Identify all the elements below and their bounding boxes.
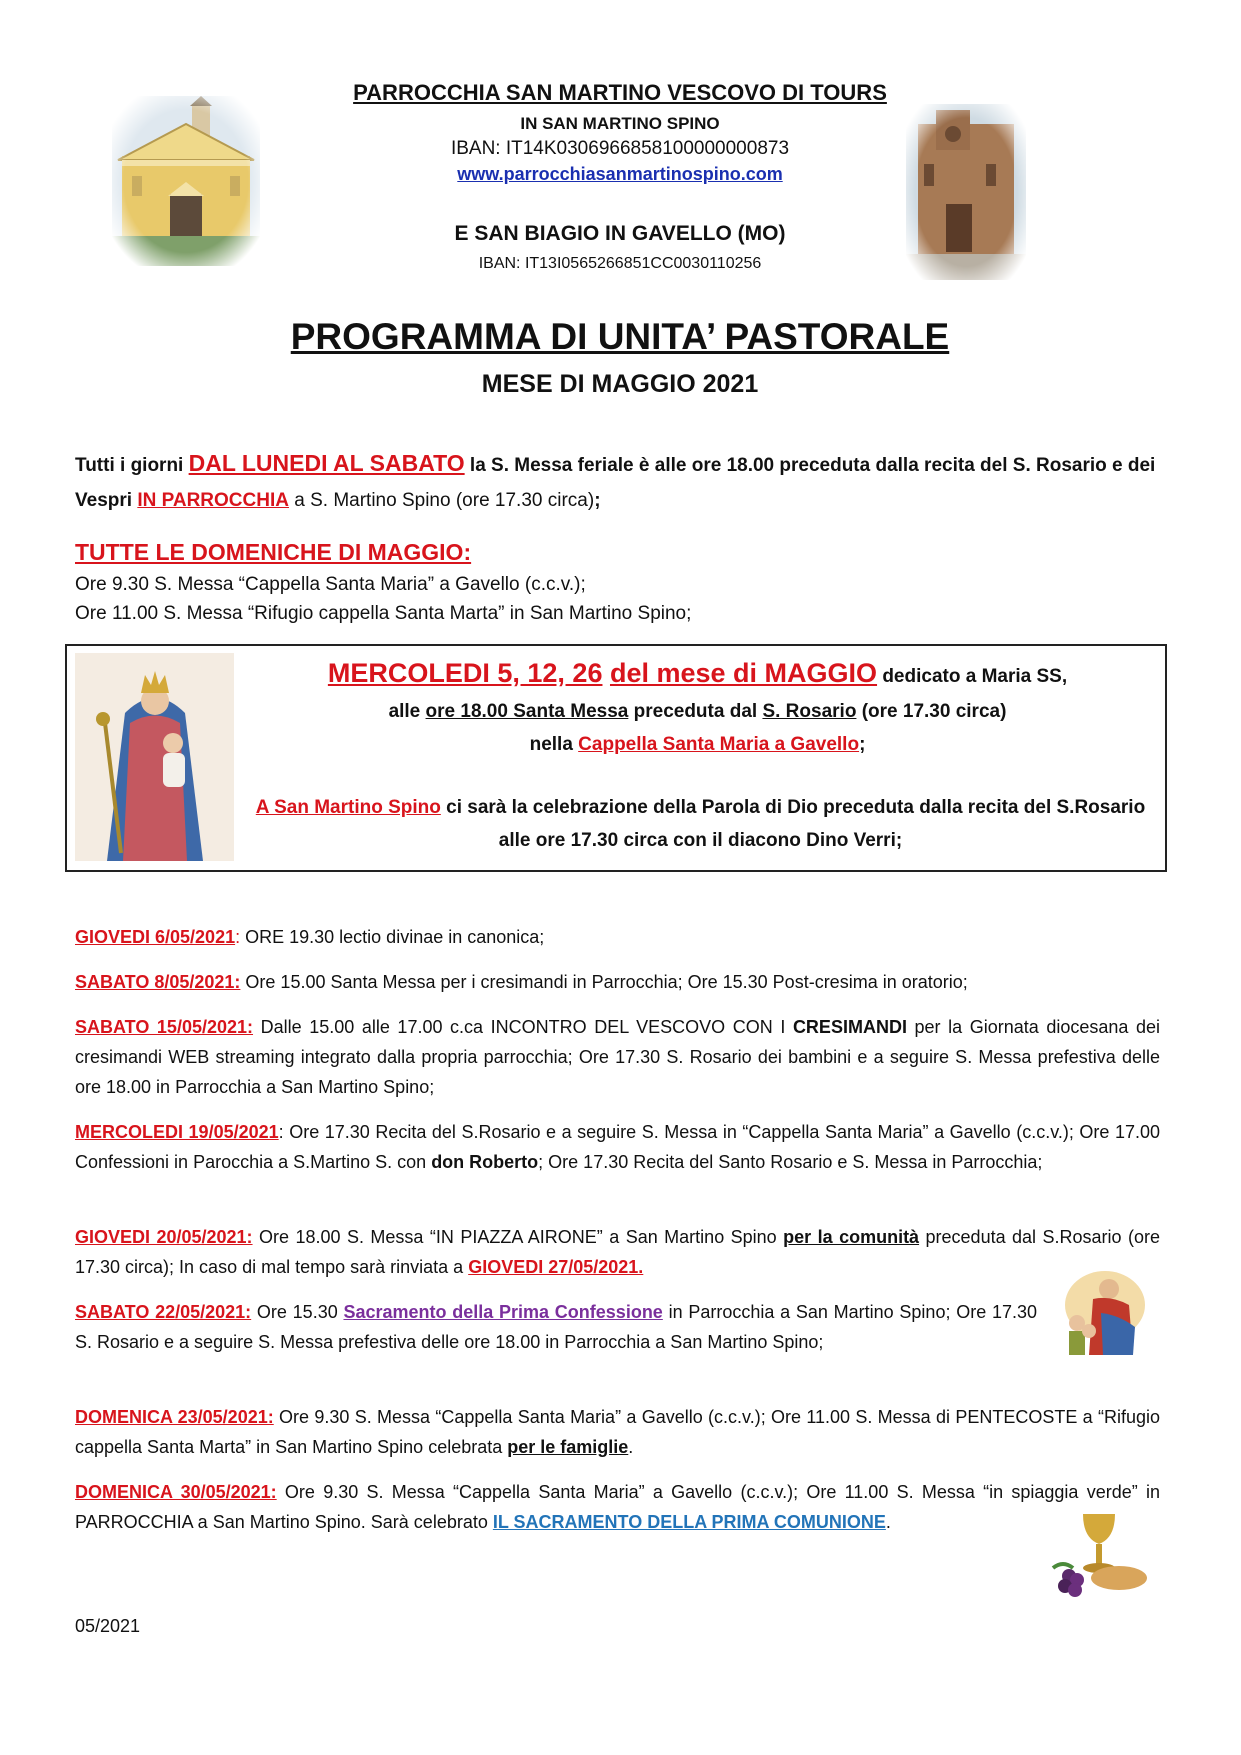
event-date: SABATO 8/05/2021: [75,972,241,992]
event-bold: per le famiglie [507,1437,629,1457]
event-bold: CRESIMANDI [792,1017,907,1037]
intro-in-parrocchia: IN PARROCCHIA [137,490,289,511]
event-text: Ore 9.30 S. Messa “Cappella Santa Maria” a Gavello (c.c.v.); Ore 11.00 S. Messa di PENTECOSTE a “Rifugio cappella Santa Marta” in San Martino Spino celebrata [75,1407,1160,1457]
event-text-2: per la Giornata diocesana dei cresimandi WEB streaming integrato dalla propria parrocchia; Ore 17.30 S. Rosario dei bambini e a seguire S. Messa prefestiva delle ore 18.00 in Parrocchia a San Martino Spino; [75,1017,1161,1097]
event-7 [75,1402,1160,1462]
page-title: PROGRAMMA DI UNITA’ PASTORALE [290,316,950,357]
event-text: Ore 18.00 S. Messa “IN PIAZZA AIRONE” a San Martino Spino [252,1227,784,1247]
box-b5: (ore 17.30 circa) [856,701,1007,722]
madonna-statue-photo [75,653,234,861]
box-mass-time: ore 18.00 Santa Messa [425,701,629,722]
intro-paragraph [75,446,1160,518]
iban-san-martino: IBAN: IT14K0306966858100000000873 [450,138,790,159]
intro-text-2: la S. Messa feriale è alle ore 18.00 preceduta dalla recita del S. Rosario e dei Vespri [75,455,1156,511]
sundays-line-2: Ore 11.00 S. Messa “Rifugio cappella Santa Marta” in San Martino Spino; [75,603,692,624]
event-text-2: ; Ore 17.30 Recita del Santo Rosario e S. Messa in Parrocchia; [538,1152,1043,1172]
second-parish-name: E SAN BIAGIO IN GAVELLO (MO) [454,222,786,245]
event-text: Ore 17.30 Recita del S.Rosario e a seguire S. Messa in “Cappella Santa Maria” a Gavello (c.c.v.); Ore 17.00 Confessioni in Parocchia a S.Martino S. con [75,1122,1160,1172]
iban-san-biagio: IBAN: IT13I0565266851CC0030110256 [478,255,762,272]
event-date: SABATO 22/05/2021: [75,1302,252,1322]
event-date: GIOVEDI 6/05/2021 [75,927,236,947]
box-line-3 [240,734,1155,756]
event-bold: per la comunità [783,1227,920,1247]
box-b1: alle [388,701,426,722]
event-text: Ore 15.30 [251,1302,344,1322]
box-wednesdays: MERCOLEDI 5, 12, 26 [327,658,603,688]
event-text: Ore 15.00 Santa Messa per i cresimandi in Parrocchia; Ore 15.30 Post-cresima in oratorio; [240,972,968,992]
event-date: MERCOLEDI 19/05/2021 [75,1122,279,1142]
event-text-2: . [885,1512,891,1532]
intro-text-3: a S. Martino Spino (ore 17.30 circa) [288,490,595,511]
church-san-martino-photo [112,96,260,266]
event-8 [75,1477,1160,1537]
event-3 [75,1012,1160,1102]
sundays-line-1: Ore 9.30 S. Messa “Cappella Santa Maria” a Gavello (c.c.v.); [75,574,586,595]
box-line-4 [248,791,1153,857]
box-san-martino: A San Martino Spino [255,797,441,818]
event-5 [75,1222,1160,1282]
event-4 [75,1117,1160,1177]
footer-date: 05/2021 [75,1616,141,1636]
event-date: SABATO 15/05/2021: [75,1017,254,1037]
page-subtitle: MESE DI MAGGIO 2021 [481,370,759,398]
box-line-1 [240,658,1155,689]
event-sep: : [278,1122,284,1142]
box-d2: ci sarà la celebrazione della Parola di Dio preceduta dalla recita del S.Rosario alle ore 17.30 circa con il diacono Dino Verri; [440,797,1146,851]
event-bold: don Roberto [431,1152,539,1172]
event-1 [75,922,1160,952]
intro-weekdays: DAL LUNEDI AL SABATO [188,450,465,476]
event-red: GIOVEDI 27/05/2021. [468,1257,644,1277]
event-text: ORE 19.30 lectio divinae in canonica; [240,927,545,947]
box-chapel: Cappella Santa Maria a Gavello [578,734,860,755]
parish-location: IN SAN MARTINO SPINO [520,114,720,133]
event-text-2: preceduta dal S.Rosario (ore 17.30 circa); In caso di mal tempo sarà rinviata a [75,1227,1160,1277]
box-month: del mese di MAGGIO [609,658,878,688]
box-line-2 [240,701,1155,723]
event-text-2: in Parrocchia a San Martino Spino; Ore 17.30 S. Rosario e a seguire S. Messa prefestiva delle ore 18.00 in Parrocchia a San Martino Spino; [75,1302,1038,1352]
parish-name: PARROCCHIA SAN MARTINO VESCOVO DI TOURS [353,80,887,105]
event-sep: : [235,927,241,947]
event-date: DOMENICA 30/05/2021: [75,1482,277,1502]
event-date: GIOVEDI 20/05/2021: [75,1227,253,1247]
box-c1: nella [529,734,579,755]
event-blue: IL SACRAMENTO DELLA PRIMA COMUNIONE [492,1512,886,1532]
box-b3: preceduta dal [628,701,763,722]
jesus-children-illustration [1053,1265,1151,1361]
parish-website-link[interactable]: www.parrocchiasanmartinospino.com [457,164,783,184]
event-6 [75,1297,1037,1357]
event-text: Ore 9.30 S. Messa “Cappella Santa Maria” a Gavello (c.c.v.); Ore 11.00 S. Messa “in spiaggia verde” in PARROCCHIA a San Martino Spino. Sarà celebrato [75,1482,1160,1532]
box-dedication: dedicato a Maria SS, [877,666,1068,687]
event-date: DOMENICA 23/05/2021: [75,1407,274,1427]
event-purple: Sacramento della Prima Confessione [343,1302,663,1322]
event-text-2: . [628,1437,634,1457]
sundays-heading: TUTTE LE DOMENICHE DI MAGGIO: [75,539,472,565]
box-c3: ; [859,734,866,755]
event-text: Dalle 15.00 alle 17.00 c.ca INCONTRO DEL VESCOVO CON I [253,1017,793,1037]
box-rosary: S. Rosario [762,701,857,722]
box-space [602,658,610,688]
intro-text-4: ; [594,490,601,511]
event-2 [75,967,1160,997]
communion-chalice-illustration [1043,1508,1153,1600]
intro-text-1: Tutti i giorni [75,455,189,476]
